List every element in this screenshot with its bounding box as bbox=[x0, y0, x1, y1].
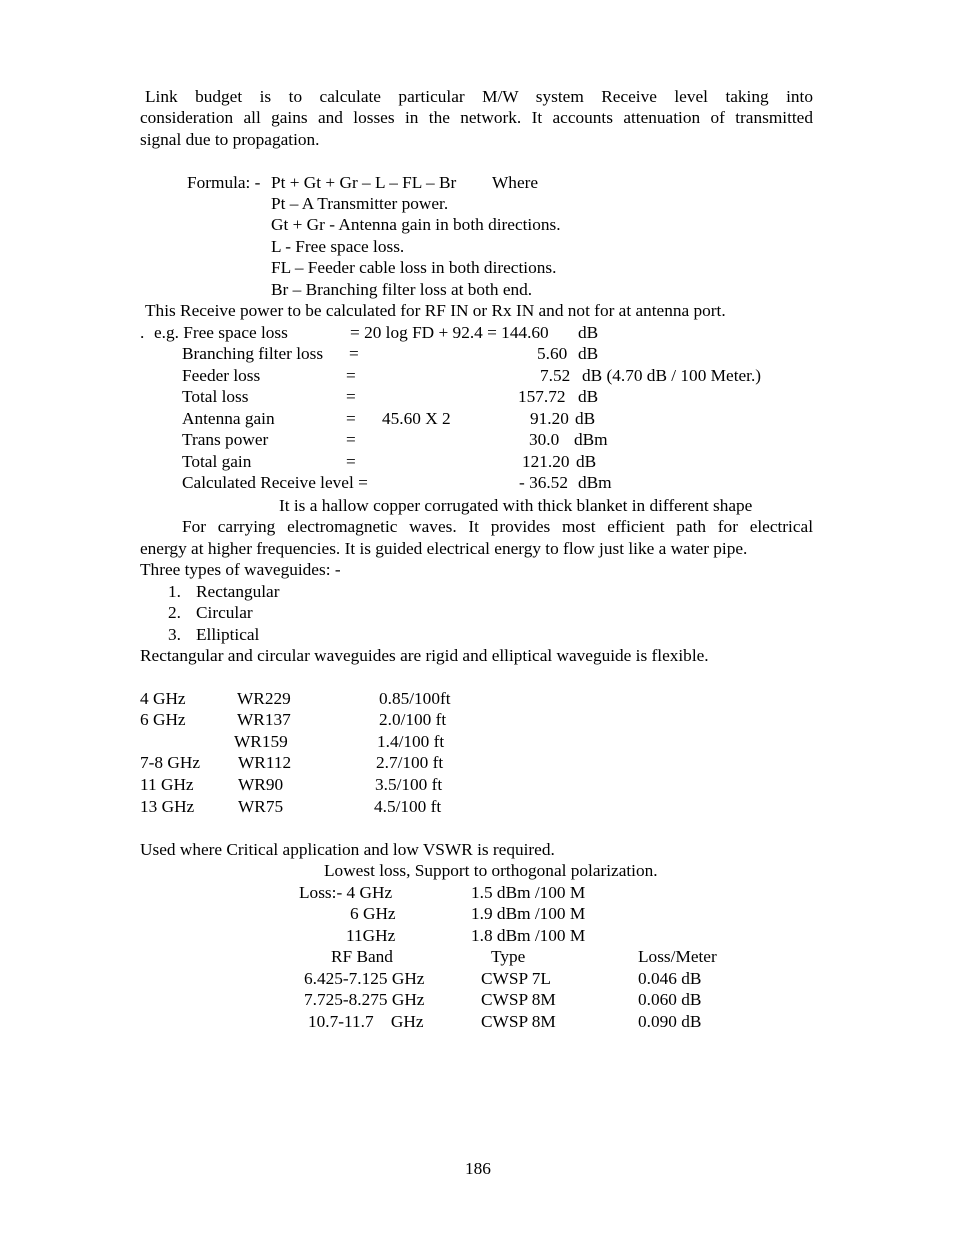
wr-loss: 2.0/100 ft bbox=[379, 710, 447, 729]
example-multiplier: 45.60 X 2 bbox=[382, 409, 451, 428]
example-label: Branching filter loss bbox=[182, 344, 324, 363]
loss-per-meter: 0.060 dB bbox=[638, 990, 702, 1009]
rf-band: 7.725-8.275 GHz bbox=[304, 990, 425, 1009]
loss-value: 1.5 dBm /100 M bbox=[471, 883, 586, 902]
waveguide-desc-2: For carrying electromagnetic waves. It provides most efficient path for electrical bbox=[182, 517, 813, 536]
example-unit: dB bbox=[578, 323, 599, 342]
loss-label: 11GHz bbox=[346, 926, 396, 945]
example-label: Trans power bbox=[182, 430, 269, 449]
loss-label: 6 GHz bbox=[350, 904, 396, 923]
wr-type: WR137 bbox=[237, 710, 291, 729]
intro-line-3: signal due to propagation. bbox=[140, 130, 320, 149]
example-equals: = bbox=[346, 430, 356, 449]
example-unit: dB (4.70 dB / 100 Meter.) bbox=[582, 366, 762, 385]
cable-type: CWSP 7L bbox=[481, 969, 551, 988]
formula-where: Where bbox=[492, 173, 539, 192]
formula-def: Br – Branching filter loss at both end. bbox=[271, 280, 533, 299]
loss-per-meter: 0.090 dB bbox=[638, 1012, 702, 1031]
example-unit: dB bbox=[578, 387, 599, 406]
rigid-note: Rectangular and circular waveguides are rigid and elliptical waveguide is flexible. bbox=[140, 646, 709, 665]
example-unit: dBm bbox=[578, 473, 612, 492]
page-number: 186 bbox=[465, 1159, 491, 1178]
example-equals: = bbox=[349, 344, 359, 363]
lowest-loss-note: Lowest loss, Support to orthogonal polarization. bbox=[324, 861, 658, 880]
wr-type: WR159 bbox=[234, 732, 288, 751]
example-equals: = bbox=[346, 452, 356, 471]
table-header: RF Band bbox=[331, 947, 393, 966]
list-item: Rectangular bbox=[196, 582, 280, 601]
example-equals: = bbox=[346, 409, 356, 428]
wr-freq: 4 GHz bbox=[140, 689, 186, 708]
example-value: - 36.52 bbox=[519, 473, 568, 492]
waveguide-desc-1: It is a hallow copper corrugated with thick blanket in different shape bbox=[279, 496, 753, 515]
example-label: Total gain bbox=[182, 452, 252, 471]
example-value: 5.60 bbox=[537, 344, 568, 363]
example-prefix: . bbox=[140, 323, 145, 342]
table-header: Type bbox=[491, 947, 526, 966]
example-label: Total loss bbox=[182, 387, 249, 406]
waveguide-desc-3: energy at higher frequencies. It is guided electrical energy to flow just like a water pipe. bbox=[140, 539, 748, 558]
table-header: Loss/Meter bbox=[638, 947, 717, 966]
list-number: 3. bbox=[168, 625, 181, 644]
example-value: 121.20 bbox=[522, 452, 570, 471]
list-number: 2. bbox=[168, 603, 181, 622]
formula-def: L - Free space loss. bbox=[271, 237, 405, 256]
wr-loss: 3.5/100 ft bbox=[375, 775, 443, 794]
example-value: 7.52 bbox=[540, 366, 571, 385]
example-label: Antenna gain bbox=[182, 409, 275, 428]
formula-def: FL – Feeder cable loss in both directions. bbox=[271, 258, 557, 277]
wr-loss: 2.7/100 ft bbox=[376, 753, 444, 772]
intro-line-2: consideration all gains and losses in the network. It accounts attenuation of transmitted bbox=[140, 108, 813, 127]
list-item: Elliptical bbox=[196, 625, 260, 644]
example-unit: dB bbox=[576, 452, 597, 471]
example-value: 157.72 bbox=[518, 387, 566, 406]
loss-per-meter: 0.046 dB bbox=[638, 969, 702, 988]
wr-loss: 0.85/100ft bbox=[379, 689, 451, 708]
rf-band: 6.425-7.125 GHz bbox=[304, 969, 425, 988]
waveguide-types-intro: Three types of waveguides: - bbox=[140, 560, 341, 579]
example-equals: = bbox=[346, 366, 356, 385]
intro-line-1: Link budget is to calculate particular M/W system Receive level taking into bbox=[145, 87, 813, 106]
example-equals: = bbox=[346, 387, 356, 406]
example-label: e.g. Free space loss bbox=[154, 323, 288, 342]
example-unit: dB bbox=[575, 409, 596, 428]
example-label: Feeder loss bbox=[182, 366, 261, 385]
used-where-note: Used where Critical application and low VSWR is required. bbox=[140, 840, 555, 859]
cable-type: CWSP 8M bbox=[481, 1012, 556, 1031]
list-number: 1. bbox=[168, 582, 181, 601]
wr-freq: 13 GHz bbox=[140, 797, 195, 816]
cable-type: CWSP 8M bbox=[481, 990, 556, 1009]
wr-type: WR229 bbox=[237, 689, 291, 708]
wr-type: WR90 bbox=[238, 775, 284, 794]
wr-freq: 11 GHz bbox=[140, 775, 194, 794]
loss-label: Loss:- 4 GHz bbox=[299, 883, 393, 902]
receive-power-note: This Receive power to be calculated for RF IN or Rx IN and not for at antenna port. bbox=[145, 301, 726, 320]
formula-def: Pt – A Transmitter power. bbox=[271, 194, 449, 213]
example-value: 30.0 bbox=[529, 430, 560, 449]
wr-loss: 4.5/100 ft bbox=[374, 797, 442, 816]
example-label: Calculated Receive level = bbox=[182, 473, 368, 492]
wr-type: WR75 bbox=[238, 797, 284, 816]
formula-expression: Pt + Gt + Gr – L – FL – Br bbox=[271, 173, 457, 192]
formula-def: Gt + Gr - Antenna gain in both directions. bbox=[271, 215, 561, 234]
loss-value: 1.8 dBm /100 M bbox=[471, 926, 586, 945]
loss-value: 1.9 dBm /100 M bbox=[471, 904, 586, 923]
rf-band: 10.7-11.7 GHz bbox=[308, 1012, 424, 1031]
example-unit: dB bbox=[578, 344, 599, 363]
wr-freq: 6 GHz bbox=[140, 710, 186, 729]
example-equation: = 20 log FD + 92.4 = 144.60 bbox=[350, 323, 549, 342]
wr-loss: 1.4/100 ft bbox=[377, 732, 445, 751]
wr-type: WR112 bbox=[238, 753, 292, 772]
formula-prefix: Formula: - bbox=[187, 173, 261, 192]
wr-freq: 7-8 GHz bbox=[140, 753, 200, 772]
list-item: Circular bbox=[196, 603, 253, 622]
example-value: 91.20 bbox=[530, 409, 569, 428]
example-unit: dBm bbox=[574, 430, 608, 449]
